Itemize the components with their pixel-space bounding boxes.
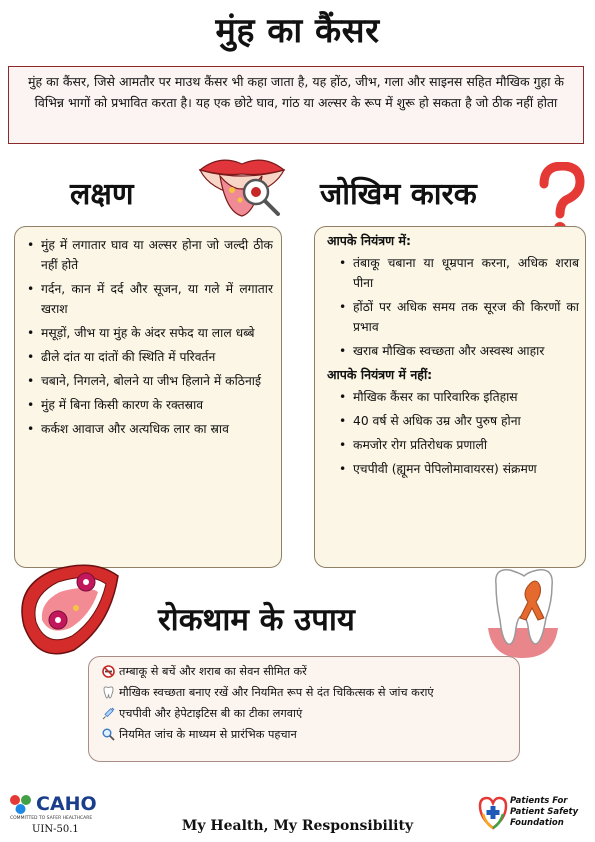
list-item: • चबाने, निगलने, बोलने या जीभ हिलाने में कठिनाई	[23, 371, 273, 391]
list-item: • मौखिक कैंसर का पारिवारिक इतिहास	[327, 387, 579, 407]
pfpsf-line2: Patient Safety	[510, 807, 579, 817]
list-item: • ढीले दांत या दांतों की स्थिति में परिवर्तन	[23, 347, 273, 367]
caho-wordmark: CAHO	[36, 793, 97, 815]
uncontrollable-list	[327, 387, 579, 479]
intro-box	[8, 66, 584, 144]
list-item: • मुंह में लगातार घाव या अल्सर होना जो जल्दी ठीक नहीं होते	[23, 235, 273, 275]
heart-cross-icon	[478, 794, 508, 830]
controllable-list	[327, 253, 579, 361]
caho-tagline: COMMITTED TO SAFER HEALTHCARE	[10, 816, 93, 821]
list-item: • मसूड़ों, जीभ या मुंह के अंदर सफेद या लाल धब्बे	[23, 323, 273, 343]
syringe-icon	[101, 707, 115, 721]
prevention-box	[88, 656, 520, 762]
page-title: मुंह का कैंसर	[215, 11, 380, 51]
document-code: UIN-50.1	[32, 824, 79, 835]
list-item: एचपीवी और हेपेटाइटिस बी का टीका लगवाएं	[101, 703, 509, 724]
pfpsf-line1: Patients For	[510, 796, 568, 806]
list-item: • तंबाकू चबाना या धूम्रपान करना, अधिक शराब पीना	[327, 253, 579, 293]
uncontrollable-heading: आपके नियंत्रण में नहीं:	[327, 367, 433, 382]
symptoms-panel	[14, 226, 282, 568]
tooth-icon	[101, 686, 115, 700]
list-item: तम्बाकू से बचें और शराब का सेवन सीमित करें	[101, 661, 509, 682]
list-item: • होंठों पर अधिक समय तक सूरज की किरणों का प्रभाव	[327, 297, 579, 337]
list-item: • 40 वर्ष से अधिक उम्र और पुरुष होना	[327, 411, 579, 431]
list-item: • मुंह में बिना किसी कारण के रक्तस्राव	[23, 395, 273, 415]
list-item: • एचपीवी (ह्यूमन पेपिलोमावायरस) संक्रमण	[327, 459, 579, 479]
list-item: • कर्कश आवाज और अत्यधिक लार का स्राव	[23, 419, 273, 439]
caho-emblem-icon	[8, 792, 34, 816]
list-item: • खराब मौखिक स्वच्छता और अस्वस्थ आहार	[327, 341, 579, 361]
risk-heading: जोखिम कारक	[320, 177, 477, 212]
list-item: • कमजोर रोग प्रतिरोधक प्रणाली	[327, 435, 579, 455]
tooth-ribbon-icon	[478, 566, 568, 662]
magnifier-icon	[101, 728, 115, 742]
pfpsf-line3: Foundation	[510, 818, 564, 828]
symptoms-heading: लक्षण	[70, 177, 134, 212]
pfpsf-logo	[478, 792, 592, 838]
footer-slogan: My Health, My Responsibility	[181, 818, 414, 834]
lips-magnifier-icon	[196, 152, 292, 228]
open-mouth-icon	[14, 556, 124, 666]
controllable-heading: आपके नियंत्रण में:	[327, 233, 412, 248]
symptoms-list	[23, 235, 273, 439]
intro-text: मुंह का कैंसर, जिसे आमतौर पर माउथ कैंसर भी कहा जाता है, यह होंठ, जीभ, गला और साइनस सहित मौखिक गुहा के विभिन्न भागों को प्रभावित करता है। यह एक छोटे घाव, गांठ या अल्सर के रूप में शुरू हो सकता है जो ठीक नहीं होता	[28, 74, 564, 110]
list-item: मौखिक स्वच्छता बनाए रखें और नियमित रूप से दंत चिकित्सक से जांच कराएं	[101, 682, 509, 703]
list-item: • गर्दन, कान में दर्द और सूजन, या गले में लगातार खराश	[23, 279, 273, 319]
no-smoking-icon	[101, 665, 115, 679]
prevention-heading: रोकथाम के उपाय	[158, 602, 355, 638]
list-item: नियमित जांच के माध्यम से प्रारंभिक पहचान	[101, 724, 509, 745]
risk-panel	[314, 226, 586, 568]
